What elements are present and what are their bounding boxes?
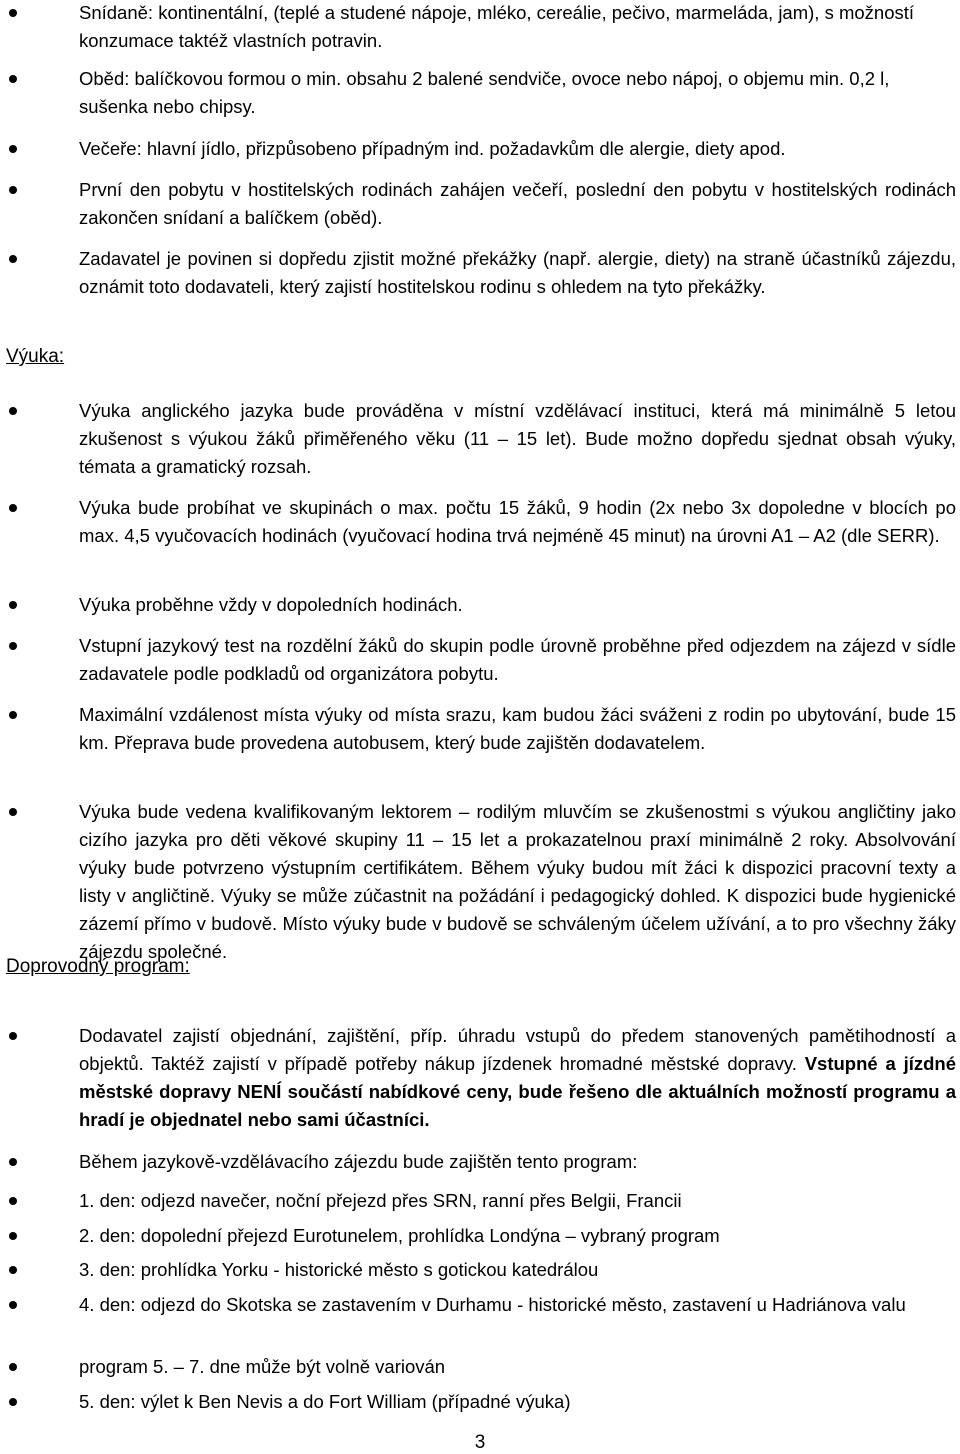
list-item: Výuka anglického jazyka bude prováděna v místní vzdělávací instituci, která má minimálně 5 letou zkušenost s výukou žáků přiměřeného věku (11 – 15 let). Bude možno dopředu sjednat obsah výuky, témata a gramatický rozsah. (0, 397, 960, 481)
list-item (0, 1022, 960, 1134)
bullet-icon (9, 1032, 17, 1040)
list-item: První den pobytu v hostitelských rodinách zahájen večeří, poslední den pobytu v hostitelských rodinách zakončen snídaní a balíčkem (oběd). (0, 176, 960, 232)
program-transport-bold-note: Vstupné a jízdné městské dopravy NENÍ součástí nabídkové ceny, bude řešeno dle aktuálních možností programu a hradí je objednatel nebo sami účastníci. (79, 1053, 956, 1130)
list-item: Zadavatel je povinen si dopředu zjistit možné překážky (např. alergie, diety) na straně účastníků zájezdu, oznámit toto dodavateli, který zajistí hostitelskou rodinu s ohledem na tyto překážky. (0, 245, 960, 301)
bullet-icon (9, 75, 17, 83)
list-item: Maximální vzdálenost místa výuky od místa srazu, kam budou žáci sváženi z rodin po ubytování, bude 15 km. Přeprava bude provedena autobusem, který bude zajištěn dodavatelem. (0, 701, 960, 757)
program-transport-text: Dodavatel zajistí objednání, zajištění, příp. úhradu vstupů do předem stanovených pamětihodností a objektů. Taktéž zajistí v případě potřeby nákup jízdenek hromadné městské dopravy. (79, 1025, 956, 1074)
list-item: Vstupní jazykový test na rozdělní žáků do skupin podle úrovně proběhne před odjezdem na zájezd v sídle zadavatele podle podkladů od organizátora pobytu. (0, 632, 960, 688)
list-item: 3. den: prohlídka Yorku - historické město s gotickou katedrálou (0, 1256, 960, 1284)
list-item: Výuka proběhne vždy v dopoledních hodinách. (0, 591, 960, 619)
list-item: Oběd: balíčkovou formou o min. obsahu 2 balené sendviče, ovoce nebo nápoj, o objemu min. 0,2 l, sušenka nebo chipsy. (0, 65, 960, 121)
list-item: 2. den: dopolední přejezd Eurotunelem, prohlídka Londýna – vybraný program (0, 1222, 960, 1250)
list-item: 4. den: odjezd do Skotska se zastavením v Durhamu - historické město, zastavení u Hadriánova valu (0, 1291, 960, 1319)
list-item: 1. den: odjezd navečer, noční přejezd přes SRN, ranní přes Belgii, Francii (0, 1187, 960, 1215)
bullet-icon (9, 1266, 17, 1274)
list-item: Během jazykově-vzdělávacího zájezdu bude zajištěn tento program: (0, 1148, 960, 1176)
bullet-icon (9, 1363, 17, 1371)
list-item: program 5. – 7. dne může být volně variován (0, 1353, 960, 1381)
bullet-icon (9, 1232, 17, 1240)
bullet-icon (9, 1398, 17, 1406)
bullet-icon (9, 504, 17, 512)
bullet-icon (9, 711, 17, 719)
bullet-icon (9, 407, 17, 415)
bullet-icon (9, 186, 17, 194)
bullet-icon (9, 1301, 17, 1309)
list-item: Výuka bude vedena kvalifikovaným lektorem – rodilým mluvčím se zkušenostmi s výukou angličtiny jako cizího jazyka pro děti věkové skupiny 11 – 15 let a prokazatelnou praxí minimálně 2 roky. Absolvování výuky bude potvrzeno výstupním certifikátem. Během výuky budou mít žáci k dispozici pracovní texty a listy v angličtině. Výuky se může zúčastnit na požádání i pedagogický dohled. K dispozici bude hygienické zázemí přímo v budově. Místo výuky bude v budově se schváleným účelem užívání, a to pro všechny žáky zájezdu společné. (0, 798, 960, 966)
list-item: Snídaně: kontinentální, (teplé a studené nápoje, mléko, cereálie, pečivo, marmeláda, jam), s možností konzumace taktéž vlastních potravin. (0, 0, 960, 55)
bullet-icon (9, 255, 17, 263)
bullet-icon (9, 601, 17, 609)
page-number: 3 (474, 1432, 486, 1453)
list-item: 5. den: výlet k Ben Nevis a do Fort William (případné výuka) (0, 1388, 960, 1416)
section-heading-program: Doprovodný program: (6, 956, 190, 977)
bullet-icon (9, 808, 17, 816)
list-item: Večeře: hlavní jídlo, přizpůsobeno případným ind. požadavkům dle alergie, diety apod. (0, 135, 960, 163)
bullet-icon (9, 1197, 17, 1205)
section-heading-vyuka: Výuka: (6, 346, 65, 367)
bullet-icon (9, 9, 17, 17)
list-item: Výuka bude probíhat ve skupinách o max. počtu 15 žáků, 9 hodin (2x nebo 3x dopoledne v blocích po max. 4,5 vyučovacích hodinách (vyučovací hodina trvá nejméně 45 minut) na úrovni A1 – A2 (dle SERR). (0, 494, 960, 550)
bullet-icon (9, 145, 17, 153)
bullet-icon (9, 1158, 17, 1166)
bullet-icon (9, 642, 17, 650)
